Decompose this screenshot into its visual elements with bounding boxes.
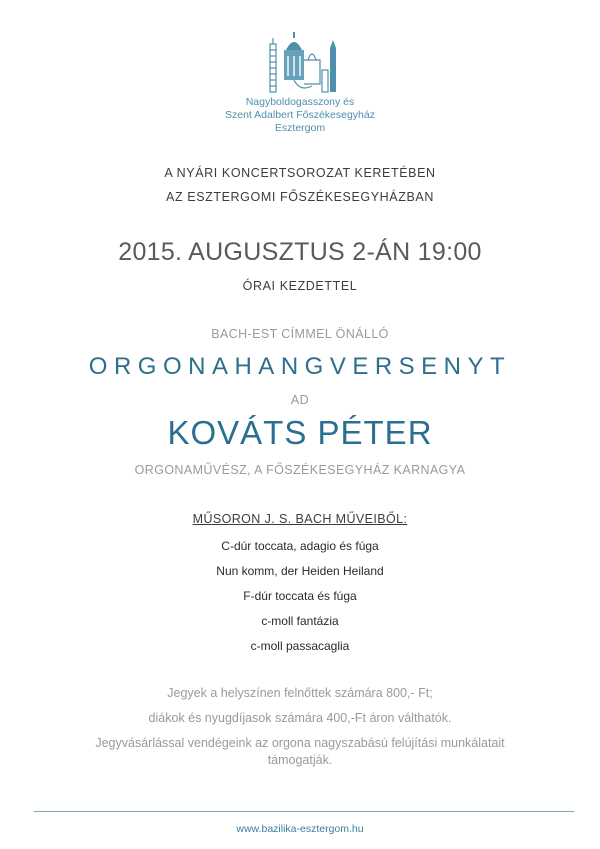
event-start-note: ÓRAI KEZDETTEL [242,279,358,293]
footer-website-link[interactable]: www.bazilika-esztergom.hu [236,823,364,835]
concert-verb: AD [290,393,310,407]
program-item: c-moll passacaglia [250,639,350,653]
ticket-line-4: támogatják. [267,753,333,767]
footer-divider [34,811,574,812]
program-heading: MŰSORON J. S. BACH MŰVEIBŐL: [192,512,408,526]
organization-line-2: Szent Adalbert Főszékesegyház [224,109,375,121]
concert-title: ORGONAHANGVERSENYT [88,353,512,380]
program-item: F-dúr toccata és fúga [243,589,357,603]
performer-role: ORGONAMŰVÉSZ, A FŐSZÉKESEGYHÁZ KARNAGYA [134,463,466,477]
ticket-line-1: Jegyek a helyszínen felnőttek számára 800,- Ft; [167,686,433,700]
organization-line-1: Nagyboldogasszony és [245,96,355,108]
program-item: C-dúr toccata, adagio és fúga [221,539,379,553]
ticket-line-2: diákok és nyugdíjasok számára 400,-Ft áron válthatók. [148,711,452,725]
organization-line-3: Esztergom [274,122,326,134]
performer-name: KOVÁTS PÉTER [167,414,433,451]
program-item: c-moll fantázia [261,614,339,628]
concert-title-prefix: BACH-EST CÍMMEL ÖNÁLLÓ [211,327,389,341]
organization-name [0,96,600,135]
intro-line-2: AZ ESZTERGOMI FŐSZÉKESEGYHÁZBAN [166,190,434,204]
program-item: Nun komm, der Heiden Heiland [216,564,384,578]
event-datetime: 2015. AUGUSZTUS 2-ÁN 19:00 [118,238,482,266]
ticket-line-3: Jegyvásárlással vendégeink az orgona nagyszabású felújítási munkálatait [95,736,505,750]
basilica-logo-icon [264,30,348,94]
intro-line-1: A NYÁRI KONCERTSOROZAT KERETÉBEN [164,166,436,180]
